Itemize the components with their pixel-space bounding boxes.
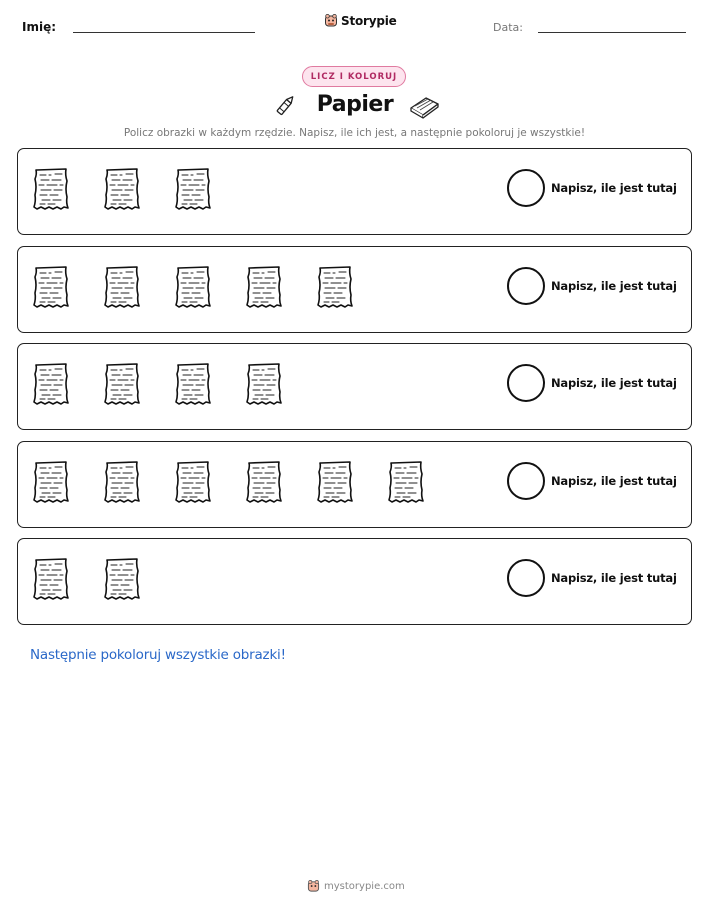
outro-text: Następnie pokoloruj wszystkie obrazki! <box>30 647 286 663</box>
answer-circle[interactable] <box>507 364 545 402</box>
paper-sheet-icon[interactable] <box>31 265 71 309</box>
paper-sheet-icon[interactable] <box>31 167 71 211</box>
storypie-mascot-icon <box>324 13 338 28</box>
paper-sheet-icon[interactable] <box>102 557 142 601</box>
paper-sheet-icon[interactable] <box>244 460 284 504</box>
paper-sheet-icon[interactable] <box>102 460 142 504</box>
activity-badge: LICZ I KOLORUJ <box>302 66 406 87</box>
footer-url[interactable]: mystorypie.com <box>324 880 405 892</box>
answer-label: Napisz, ile jest tutaj <box>551 571 677 585</box>
paper-sheet-icon[interactable] <box>244 265 284 309</box>
paper-sheet-icon[interactable] <box>31 557 71 601</box>
name-field-line[interactable] <box>73 32 255 33</box>
counting-row <box>17 246 692 333</box>
answer-circle[interactable] <box>507 169 545 207</box>
paper-sheet-icon[interactable] <box>173 362 213 406</box>
paper-sheet-icon[interactable] <box>173 460 213 504</box>
answer-circle[interactable] <box>507 462 545 500</box>
storypie-mascot-icon <box>307 879 320 893</box>
counting-row <box>17 148 692 235</box>
paper-sheet-icon[interactable] <box>102 362 142 406</box>
paper-sheet-icon[interactable] <box>31 460 71 504</box>
footer <box>307 879 405 893</box>
counting-row <box>17 343 692 430</box>
answer-label: Napisz, ile jest tutaj <box>551 278 677 293</box>
answer-label: Napisz, ile jest tutaj <box>551 473 677 488</box>
brand-name: Storypie <box>341 13 397 28</box>
answer-circle[interactable] <box>507 559 545 597</box>
counting-row <box>17 538 692 625</box>
paper-sheet-icon[interactable] <box>315 460 355 504</box>
answer-label: Napisz, ile jest tutaj <box>551 181 677 195</box>
answer-label: Napisz, ile jest tutaj <box>551 376 677 390</box>
date-label: Data: <box>493 21 523 34</box>
paper-sheet-icon[interactable] <box>244 362 284 406</box>
answer-circle[interactable] <box>507 267 545 305</box>
paper-sheet-icon[interactable] <box>386 460 426 504</box>
paper-sheet-icon[interactable] <box>102 167 142 211</box>
eraser-icon <box>408 95 440 119</box>
page-title: Papier <box>316 92 394 117</box>
paper-sheet-icon[interactable] <box>315 265 355 309</box>
name-label: Imię: <box>22 20 57 34</box>
paper-sheet-icon[interactable] <box>31 362 71 406</box>
date-field-line[interactable] <box>538 32 686 33</box>
instructions: Policz obrazki w każdym rzędzie. Napisz, ile ich jest, a następnie pokoloruj je wszystkie! <box>123 127 586 139</box>
counting-row <box>17 441 692 528</box>
paper-sheet-icon[interactable] <box>173 265 213 309</box>
worksheet-header <box>0 0 709 50</box>
brand-logo <box>324 13 397 28</box>
paper-sheet-icon[interactable] <box>173 167 213 211</box>
paper-sheet-icon[interactable] <box>102 265 142 309</box>
